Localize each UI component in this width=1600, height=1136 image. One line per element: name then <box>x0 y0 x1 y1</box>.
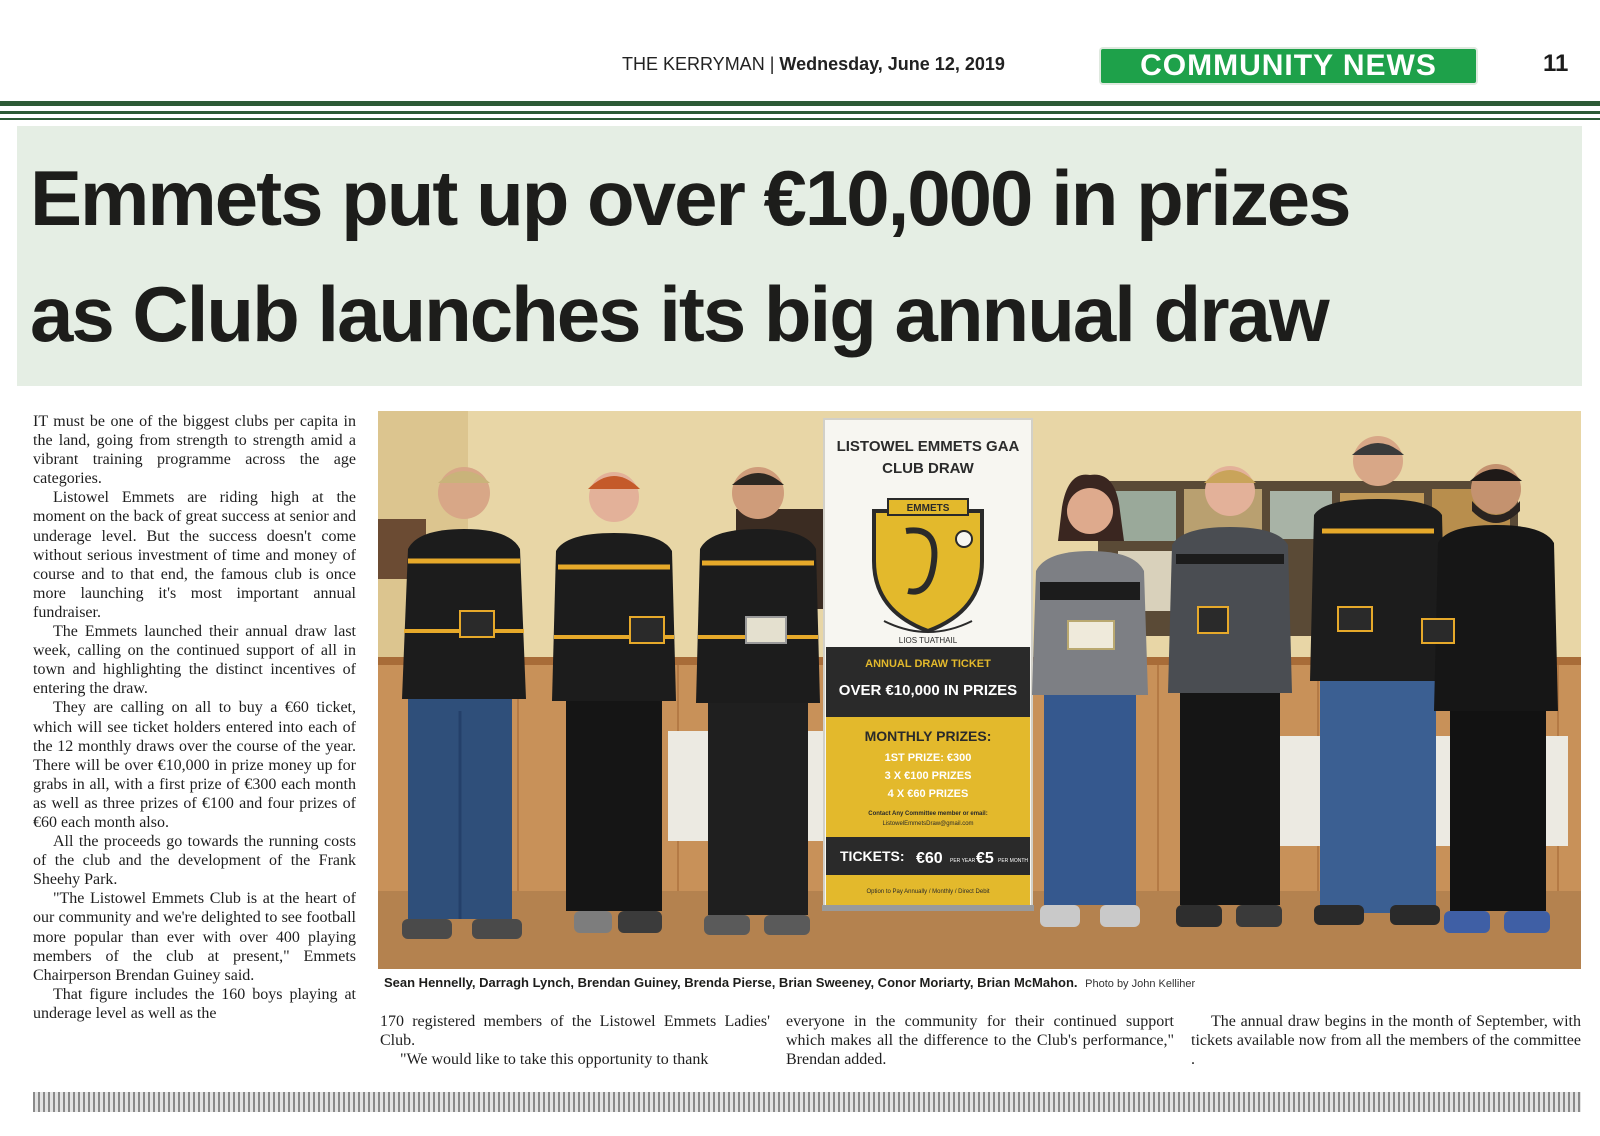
team-photo <box>378 411 1581 969</box>
monthly-prizes-title: MONTHLY PRIZES: <box>864 728 992 744</box>
person-5 <box>1168 466 1292 927</box>
paragraph: That figure includes the 160 boys playing at underage level as well as the <box>33 985 356 1022</box>
paragraph: "We would like to take this opportunity to thank <box>400 1051 709 1069</box>
masthead-separator: | <box>769 54 775 74</box>
photo-credit: Photo by John Kelliher <box>1085 978 1196 990</box>
headline-line-2: as Club launches its big annual draw <box>30 270 1328 358</box>
issue-date: Wednesday, June 12, 2019 <box>779 54 1005 74</box>
price-month: €5 <box>976 850 994 867</box>
section-badge: COMMUNITY NEWS <box>1101 49 1476 83</box>
header-rule <box>0 118 1600 120</box>
price-year: €60 <box>916 850 943 867</box>
paragraph: 170 registered members of the Listowel Emmets Ladies' Club. <box>380 1013 770 1050</box>
paragraph: All the proceeds go towards the running costs of the club and the development of the Frank Sheehy Park. <box>33 833 356 889</box>
paragraph: IT must be one of the biggest clubs per capita in the land, going from strength to strength amid a vibrant training programme across the age categories. <box>33 413 356 488</box>
tickets-label: TICKETS: <box>840 848 905 864</box>
prize-1: 1ST PRIZE: €300 <box>884 752 972 764</box>
header-rule <box>0 101 1600 106</box>
person-3 <box>696 467 820 935</box>
paragraph: They are calling on all to buy a €60 ticket, which will see ticket holders entered into each of the 12 monthly draws over the course of the year. There will be over €10,000 in prize money up for grabs in all, with a first prize of €300 each month as well as three prizes of €100 and four prizes of €60 each month also. <box>33 699 356 831</box>
paragraph: The annual draw begins in the month of September, with tickets available now from all the members of the committee . <box>1191 1013 1581 1069</box>
prize-3: 4 X €60 PRIZES <box>887 788 969 800</box>
publication-line <box>622 54 1005 75</box>
article-column-2 <box>380 1012 770 1069</box>
per-month: PER MONTH <box>998 858 1028 864</box>
per-year: PER YEAR <box>950 858 976 864</box>
ticket-label: ANNUAL DRAW TICKET <box>865 658 991 670</box>
prize-2: 3 X €100 PRIZES <box>884 770 972 782</box>
page-number: 11 <box>1543 50 1569 77</box>
article-column-3 <box>786 1012 1174 1069</box>
paragraph: The Emmets launched their annual draw last week, calling on the continued support of all in town and highlighting the distinct incentives of entering the draw. <box>33 623 356 698</box>
crest-bottom-text: LIOS TUATHAIL <box>898 636 958 645</box>
email-line: ListowelEmmetsDraw@gmail.com <box>882 821 974 827</box>
photo-caption <box>384 975 1584 990</box>
paper-name: THE KERRYMAN <box>622 54 765 74</box>
contact-line: Contact Any Committee member or email: <box>868 811 988 817</box>
masthead <box>0 46 1600 86</box>
draw-banner <box>822 419 1034 911</box>
banner-title-line-1: LISTOWEL EMMETS GAA <box>836 438 1020 455</box>
banner-title-line-2: CLUB DRAW <box>882 460 974 477</box>
paragraph: "The Listowel Emmets Club is at the heart of our community and we're delighted to see football more popular than ever with over 400 playing members of the club at present," Emmets Chairperson Brendan Guiney said. <box>33 890 356 984</box>
headline <box>30 140 1580 372</box>
crest-top-text: EMMETS <box>906 503 950 514</box>
paragraph: Listowel Emmets are riding high at the moment on the back of great success at senior and underage level. But the success doesn't come without serious investment of time and money of course and to that end, the famous club is once more launching it's most important annual fundraiser. <box>33 489 356 621</box>
article-column-1 <box>33 412 356 1023</box>
person-2 <box>552 472 676 933</box>
person-1 <box>402 467 526 939</box>
footer-strip <box>33 1092 1581 1112</box>
banner-footer: Option to Pay Annually / Monthly / Direct Debit <box>866 889 990 895</box>
person-6 <box>1310 436 1446 925</box>
headline-line-1: Emmets put up over €10,000 in prizes <box>30 154 1350 242</box>
paragraph: everyone in the community for their continued support which makes all the difference to the Club's performance," Brendan added. <box>786 1013 1174 1069</box>
article-column-4 <box>1191 1012 1581 1069</box>
prize-headline: OVER €10,000 IN PRIZES <box>838 682 1018 699</box>
caption-names: Sean Hennelly, Darragh Lynch, Brendan Guiney, Brenda Pierse, Brian Sweeney, Conor Moriarty, Brian McMahon. <box>384 975 1078 990</box>
header-rule <box>0 111 1600 114</box>
